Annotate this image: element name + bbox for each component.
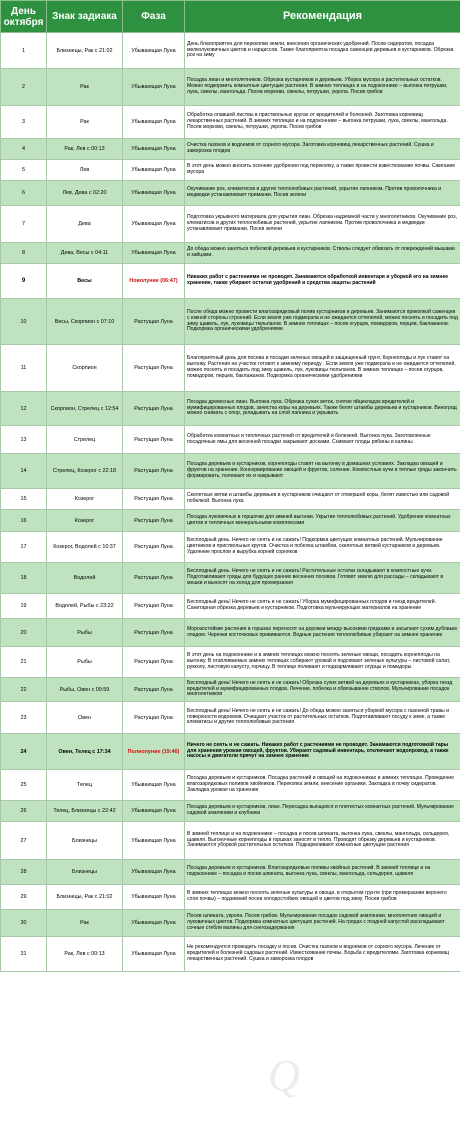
cell-sign: Рак, Лев с 00:13 [47,139,123,160]
cell-day: 31 [1,937,47,972]
cell-phase: Убывающая Луна [123,910,185,937]
cell-phase: Растущая Луна [123,510,185,532]
table-row [1,532,460,563]
cell-phase: Убывающая Луна [123,160,185,181]
cell-phase: Убывающая Луна [123,69,185,106]
cell-recommendation: Морозостойкие растения в горшках переносят на дорожки между высокими грядками и засыпают сухим дубовым опадом. Черенки косточковых прививаются. Водные растения теплолюбивые убирают на зимнее хранение [185,619,460,647]
table-body [1,33,460,972]
cell-sign: Близнецы, Рак с 21:02 [47,33,123,69]
cell-sign: Рак [47,69,123,106]
cell-recommendation: Бесплодный день! Ничего не сеять и не сажать! До обеда можно заняться уборкой мусора с газонной травы и поверхности водоемов. Очищают участок от растительных остатков. Подготавливают посуду к зиме, а также клематисы и другие теплолюбивые растения [185,702,460,734]
cell-recommendation: День благоприятен для перекопки земли, внесения органических удобрений. Посев сидератов, посадка мелколуковичных цветов и нарциссов. Также благоприятна посадка саженцев деревьев и кустарников. Обрезка роз на зиму [185,33,460,69]
header-day: День октября [1,1,47,33]
cell-sign: Рыбы, Овен с 09:59 [47,678,123,702]
cell-recommendation: Благоприятный день для посева и посадки зеленых овощей в защищенный грунт. Корнеплоды и лук ставят на выгонку. Растения на участке готовят к зимнему периоду . Если земля уже подмерзла и не ожидается оттепелей, можно посеять и посадить под зиму щавель, лук, луковицы тюльпанов. В зимних теплицах – посев огурцов, помидоров, перцев, баклажанов. Подкормка органическими удобрениями [185,345,460,392]
cell-phase: Растущая Луна [123,702,185,734]
cell-recommendation: Бесплодный день. Ничего не сеять и не сажать! Растительные остатки складывают в компостные кучи. Подготавливают гряды для будущих ранних весенних посевов. Готовят землю для рассады – складывают в мешки и выносят на холод для промерзания [185,563,460,594]
table-row [1,860,460,885]
cell-day: 1 [1,33,47,69]
table-row [1,510,460,532]
table-row [1,937,460,972]
cell-sign: Козерог [47,510,123,532]
cell-day: 24 [1,734,47,770]
cell-sign: Овен [47,702,123,734]
cell-recommendation: Посев шпината, укропа. Посев грибов. Мульчирование посадок садовой земляники, многолетних овощей и луковичных цветов. Подкормка комнатных цветущих растений. На грядах с поздней капустой раскладывают сочные стебли малины для снегозадержания [185,910,460,937]
table-row [1,619,460,647]
header-recommendation: Рекомендация [185,1,460,33]
cell-sign: Скорпион, Стрелец с 12:54 [47,392,123,426]
table-row [1,33,460,69]
cell-recommendation: Бесплодный день! Ничего не сеять и не сажать! Уборка мумифицированных плодов и гнезд вредителей. Санитарная обрезка деревьев и кустарников. Подготовка мульчирующих материалов на хранение [185,594,460,619]
table-row [1,106,460,139]
cell-recommendation: Очистка газонов и водоемов от сорного мусора. Заготовка корневищ лекарственных растений. Сушка и заморозка плодов [185,139,460,160]
cell-phase: Растущая Луна [123,594,185,619]
cell-sign: Рыбы [47,619,123,647]
cell-sign: Телец [47,770,123,801]
cell-phase: Убывающая Луна [123,801,185,822]
cell-phase: Новолуние (06:47) [123,264,185,299]
cell-day: 3 [1,106,47,139]
table-row [1,734,460,770]
cell-phase: Убывающая Луна [123,243,185,264]
cell-day: 21 [1,647,47,678]
cell-sign: Близнецы [47,860,123,885]
cell-day: 16 [1,510,47,532]
cell-recommendation: Скелетные ветви и штамбы деревьев и кустарников очищают от отмершей коры, белят известью или садовой побелкой. Выгонка лука [185,489,460,510]
cell-recommendation: После обеда можно провести влагозарядковый полив кустарников и деревьев. Занимаются прикопкой саженцев с южной стороны строений. Если земля уже подмерзла и не ожидается оттепелей, можно посеять и посадить под зиму щавель, лук, луковицы тюльпанов. В зимних теплицах – посев огурцов, помидоров, перцев, баклажанов. Подкормка органическими удобрениями [185,299,460,345]
cell-sign: Козерог [47,489,123,510]
cell-sign: Рак, Лев с 00:13 [47,937,123,972]
cell-recommendation: Ничего не сеять и не сажать. Никаких работ с растениями не проводят. Занимаются подготовкой тары для хранения урожая овощей, фруктов. Убирают садовый инвентарь, отключают водопровод, а также насосы и двигатели прячут на зимнее хранение [185,734,460,770]
cell-recommendation: В зимней теплице и на подоконнике – посадка и посев шпината, выгонка лука, свеклы, мангольда, сельдерея, щавеля. Выгоночные корнеплоды в горшках заносят в тепло. Проводят обрезку деревьев и кустарников. Занимаются уборкой растительных остатков. Подкармливают комнатные цветущие растения [185,822,460,860]
table-row [1,489,460,510]
cell-phase: Убывающая Луна [123,770,185,801]
cell-phase: Растущая Луна [123,678,185,702]
header-phase: Фаза [123,1,185,33]
cell-sign: Козерог, Водолей с 10:37 [47,532,123,563]
table-row [1,563,460,594]
cell-phase: Растущая Луна [123,619,185,647]
table-row [1,454,460,489]
cell-recommendation: Посадка луковичных в горшочки для зимней выгонки. Укрытие теплолюбивых растений. Удобрение комнатных цветов и тепличных минеральными комплексами [185,510,460,532]
cell-day: 18 [1,563,47,594]
cell-phase: Убывающая Луна [123,33,185,69]
cell-recommendation: Посадка деревьев и кустарников, лиан. Пересадка вьющихся и плетистых комнатных растений. Мульчирование садовой земляники и клубники [185,801,460,822]
cell-recommendation: В зимних теплицах можно посеять зеленые культуры и овощи, в открытом грунте (при промерзании верхнего слоя почвы) – подзимний посев холодостойких овощей и цветов под зиму. Посев грибов [185,885,460,910]
table-row [1,139,460,160]
cell-phase: Убывающая Луна [123,822,185,860]
cell-sign: Дева [47,206,123,243]
cell-sign: Рак [47,106,123,139]
cell-recommendation: Не рекомендуется проводить посадку и посев. Очистка газонов и водоемов от сорного мусора. Лечение от вредителей и болезней садовых растений. Известкование почвы. Борьба с вредителями. Заготовка корневищ лекарственных растений. Сушка и заморозка плодов [185,937,460,972]
cell-phase: Убывающая Луна [123,181,185,206]
table-row [1,160,460,181]
cell-sign: Стрелец [47,426,123,454]
cell-sign: Стрелец, Козерог с 22:18 [47,454,123,489]
cell-day: 6 [1,181,47,206]
cell-sign: Близнецы [47,822,123,860]
cell-day: 5 [1,160,47,181]
table-row [1,392,460,426]
table-row [1,647,460,678]
cell-sign: Водолей, Рыбы с 23:22 [47,594,123,619]
table-row [1,702,460,734]
cell-sign: Рак [47,910,123,937]
cell-phase: Убывающая Луна [123,206,185,243]
cell-phase: Убывающая Луна [123,937,185,972]
cell-day: 27 [1,822,47,860]
cell-phase: Убывающая Луна [123,860,185,885]
cell-recommendation: Посадка деревьев и кустарников, корнеплоды ставят на выгонку в домашних условиях. Закладка овощей и фруктов на хранение. Консервирование овощей и фруктов, соление. Компостные кучи и теплые гряды закончить формировать, полевают их и накрывают [185,454,460,489]
cell-recommendation: Посадка деревьев и кустарников. Посадка растений и овощей на подоконниках и зимних теплицах. Проведение влагозарядковых поливов хвойников. Перекопка земли, внесение органики. Закладка в почву сидератов. Закладка урожая на хранение [185,770,460,801]
table-row [1,426,460,454]
cell-day: 4 [1,139,47,160]
table-row [1,181,460,206]
cell-day: 15 [1,489,47,510]
cell-phase: Растущая Луна [123,563,185,594]
table-row [1,885,460,910]
table-row [1,594,460,619]
cell-phase: Растущая Луна [123,532,185,563]
cell-sign: Водолей [47,563,123,594]
cell-day: 17 [1,532,47,563]
cell-phase: Растущая Луна [123,489,185,510]
cell-day: 10 [1,299,47,345]
cell-recommendation: Окучивание роз, клематисов и других теплолюбивых растений, укрытие лапником. Против проволочника и медведки устанавливают приманки. Посев зелени [185,181,460,206]
cell-recommendation: Обработка комнатных и тепличных растений от вредителей и болезней. Выгонка лука. Заготовленные посадочные ямы для весенней посадки закрывают досками. Снимают плоды рябины и калины [185,426,460,454]
table-row [1,69,460,106]
cell-day: 11 [1,345,47,392]
cell-sign: Лев, Дева с 02:20 [47,181,123,206]
cell-sign: Телец, Близнецы с 22:42 [47,801,123,822]
cell-day: 20 [1,619,47,647]
cell-day: 30 [1,910,47,937]
table-row [1,264,460,299]
cell-day: 14 [1,454,47,489]
table-row [1,822,460,860]
cell-recommendation: Посадка деревьев и кустарников. Влагозарядковые поливы хвойных растений. В зимней теплице и на подоконнике – посадка и посев шпината, выгонка лука, свеклы, мангольда, сельдерея, щавеля [185,860,460,885]
cell-sign: Лев [47,160,123,181]
table-row [1,678,460,702]
table-row [1,770,460,801]
cell-sign: Весы, Скорпион с 07:10 [47,299,123,345]
table-row [1,345,460,392]
cell-sign: Дева, Весы с 04:11 [47,243,123,264]
cell-recommendation: Обработка опавшей листвы в приствольных кругах от вредителей и болезней. Заготовка корневищ лекарственных растений. В зимних теплицах и на подоконнике – выгонка петрушки, лука, свеклы, мангольда. Посев моркови, свеклы, петрушки, укропа. Посев грибов [185,106,460,139]
cell-recommendation: Никаких работ с растениями не проводят. Занимаются обработкой инвентаря и уборкой его на зимнее хранение, также убирают остатки удобрений и средства защиты растений [185,264,460,299]
cell-day: 19 [1,594,47,619]
cell-recommendation: Посадка лиан и многолетников. Обрезка кустарников и деревьев. Уборка мусора и растительных остатков. Можно подкормить комнатные цветущие растения. В зимних теплицах и на подоконнике – выгонка петрушки, лука, свеклы, мангольда. Посев моркови, свеклы, петрушки, укропа. Посев грибов [185,69,460,106]
cell-day: 13 [1,426,47,454]
cell-phase: Убывающая Луна [123,106,185,139]
cell-sign: Близнецы, Рак с 21:02 [47,885,123,910]
table-row [1,299,460,345]
cell-sign: Овен, Телец с 17:34 [47,734,123,770]
cell-phase: Растущая Луна [123,647,185,678]
cell-day: 2 [1,69,47,106]
cell-phase: Растущая Луна [123,299,185,345]
table-row [1,206,460,243]
cell-phase: Растущая Луна [123,426,185,454]
cell-sign: Скорпион [47,345,123,392]
table-row [1,243,460,264]
watermark: Q [268,1051,300,1100]
cell-sign: Рыбы [47,647,123,678]
cell-sign: Весы [47,264,123,299]
cell-day: 7 [1,206,47,243]
cell-phase: Убывающая Луна [123,885,185,910]
cell-recommendation: Бесплодный день. Ничего не сеять и не сажать! Подкормка цветущих комнатных растений. Мульчирование цветников и приствольных кругов. Очистка и побелка штамбов, скелетных ветвей кустарников и деревьев. Удаление прослои и вырубка корней сорняков [185,532,460,563]
cell-recommendation: Посадка древесных лиан. Выгонка лука. Обрезка сухих веток, снятие яйцекладок вредителей и мумифицированных плодов, зачистка коры на деревьях. Также белят штамбы деревьев и кустарников. Виноград можно снимать с опор, укладывать на слой лапника и укрывать [185,392,460,426]
cell-day: 29 [1,885,47,910]
cell-phase: Убывающая Луна [123,139,185,160]
table-row [1,910,460,937]
cell-day: 23 [1,702,47,734]
cell-day: 8 [1,243,47,264]
cell-phase: Полнолуние (19:46) [123,734,185,770]
cell-recommendation: Бесплодный день! Ничего не сеять и не сажать! Обрезка сухих ветвей на деревьях и кустарниках, уборка гнезд вредителей и мумифицированных плодов. Лечение, побелка и обвязывание стволов. Мульчирование посадок многолетников [185,678,460,702]
cell-day: 22 [1,678,47,702]
cell-recommendation: До обеда можно заняться побелкой деревьев и кустарников. Стволы следует обвязать от повреждений мышами и зайцами. [185,243,460,264]
table-header-row [1,1,460,33]
cell-day: 28 [1,860,47,885]
cell-day: 26 [1,801,47,822]
cell-day: 9 [1,264,47,299]
cell-recommendation: В этот день можно вносить осенние удобрения под перекопку, а также провести известкование почвы. Сжигание мусора [185,160,460,181]
header-sign: Знак задиака [47,1,123,33]
cell-recommendation: В этот день на подоконнике и в зимних теплицах можно посеять зеленые овощи, посадить корнеплоды на выгонку. В отапливаемых зимних теплицах собирают урожай и подсевают зеленые культуры – листовой салат, рукколу, листовую капусту, горчицу. В теплице поливают и подкармливают огурцы и помидоры [185,647,460,678]
cell-phase: Растущая Луна [123,454,185,489]
cell-recommendation: Подготовка укрывного материала для укрытия лиан. Обрезка надземной части у многолетников. Окучивание роз, клематисов и других теплолюбивых растений, укрытие лапником. Против проволочника и медведки устанавливают приманки. Посев зелени [185,206,460,243]
cell-phase: Растущая Луна [123,345,185,392]
cell-day: 25 [1,770,47,801]
cell-phase: Растущая Луна [123,392,185,426]
cell-day: 12 [1,392,47,426]
table-row [1,801,460,822]
